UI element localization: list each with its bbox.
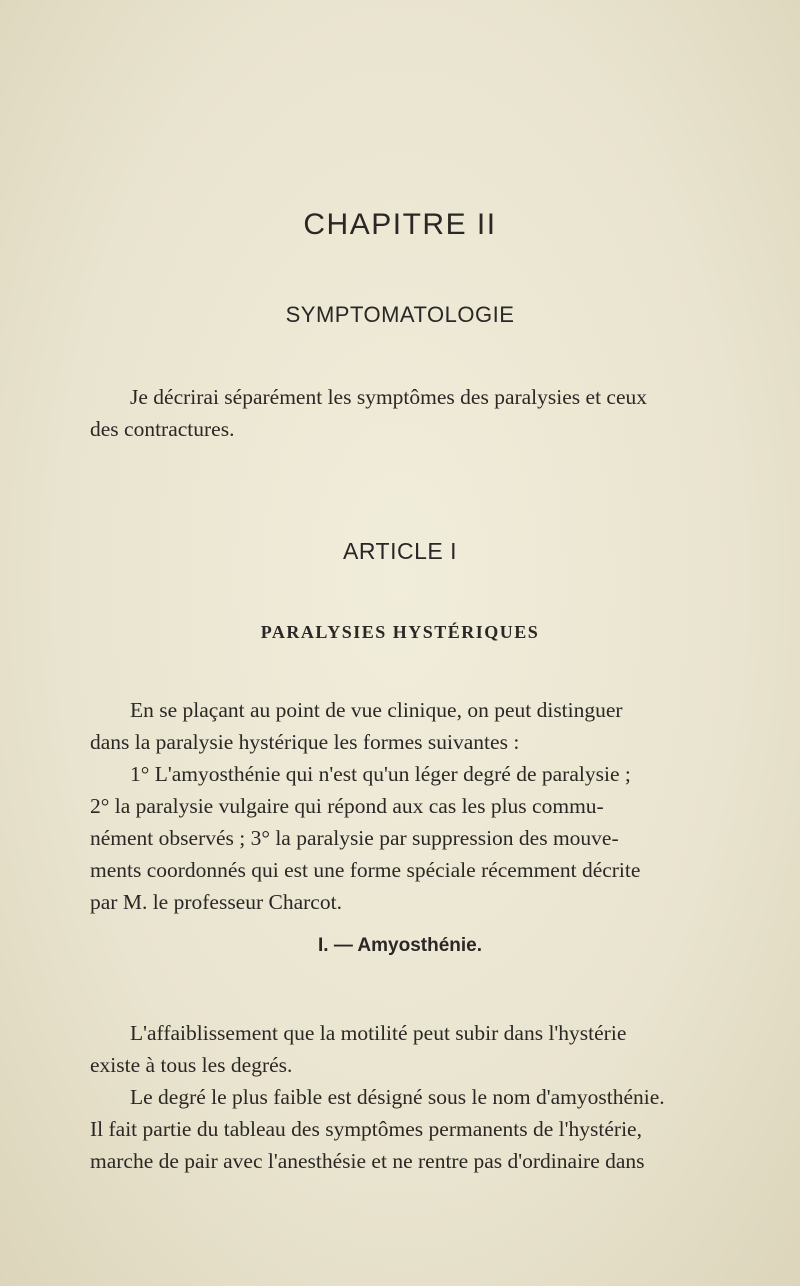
subsection-body-paragraph xyxy=(90,1017,715,1177)
section-title: SYMPTOMATOLOGIE xyxy=(285,302,515,327)
subsection-body-line: Il fait partie du tableau des symptômes permanents de l'hystérie, xyxy=(90,1117,642,1141)
intro-line: Je décrirai séparément les symptômes des paralysies et ceux xyxy=(130,385,648,409)
article-subtitle: PARALYSIES HYSTÉRIQUES xyxy=(260,622,540,642)
article-body-line: 2° la paralysie vulgaire qui répond aux cas les plus commu- xyxy=(90,794,604,818)
subsection-body-line: L'affaiblissement que la motilité peut subir dans l'hystérie xyxy=(130,1021,627,1045)
article-body-line: nément observés ; 3° la paralysie par suppression des mouve- xyxy=(90,826,619,850)
article-body-line: par M. le professeur Charcot. xyxy=(90,890,342,914)
article-body-line: ments coordonnés qui est une forme spéciale récemment décrite xyxy=(90,858,641,882)
article-body-line: 1° L'amyosthénie qui n'est qu'un léger degré de paralysie ; xyxy=(130,762,631,786)
subsection-body-line: existe à tous les degrés. xyxy=(90,1053,293,1077)
subsection-body-line: marche de pair avec l'anesthésie et ne rentre pas d'ordinaire dans xyxy=(90,1149,645,1173)
chapter-title: CHAPITRE II xyxy=(303,208,497,241)
article-body-paragraph xyxy=(90,694,715,918)
intro-paragraph xyxy=(90,381,715,445)
subsection-title: I. — Amyosthénie. xyxy=(318,935,482,956)
article-body-line: dans la paralysie hystérique les formes suivantes : xyxy=(90,730,520,754)
article-body-line: En se plaçant au point de vue clinique, on peut distinguer xyxy=(130,698,623,722)
article-title: ARTICLE I xyxy=(343,538,457,564)
subsection-body-line: Le degré le plus faible est désigné sous le nom d'amyosthénie. xyxy=(130,1085,665,1109)
intro-line: des contractures. xyxy=(90,417,235,441)
